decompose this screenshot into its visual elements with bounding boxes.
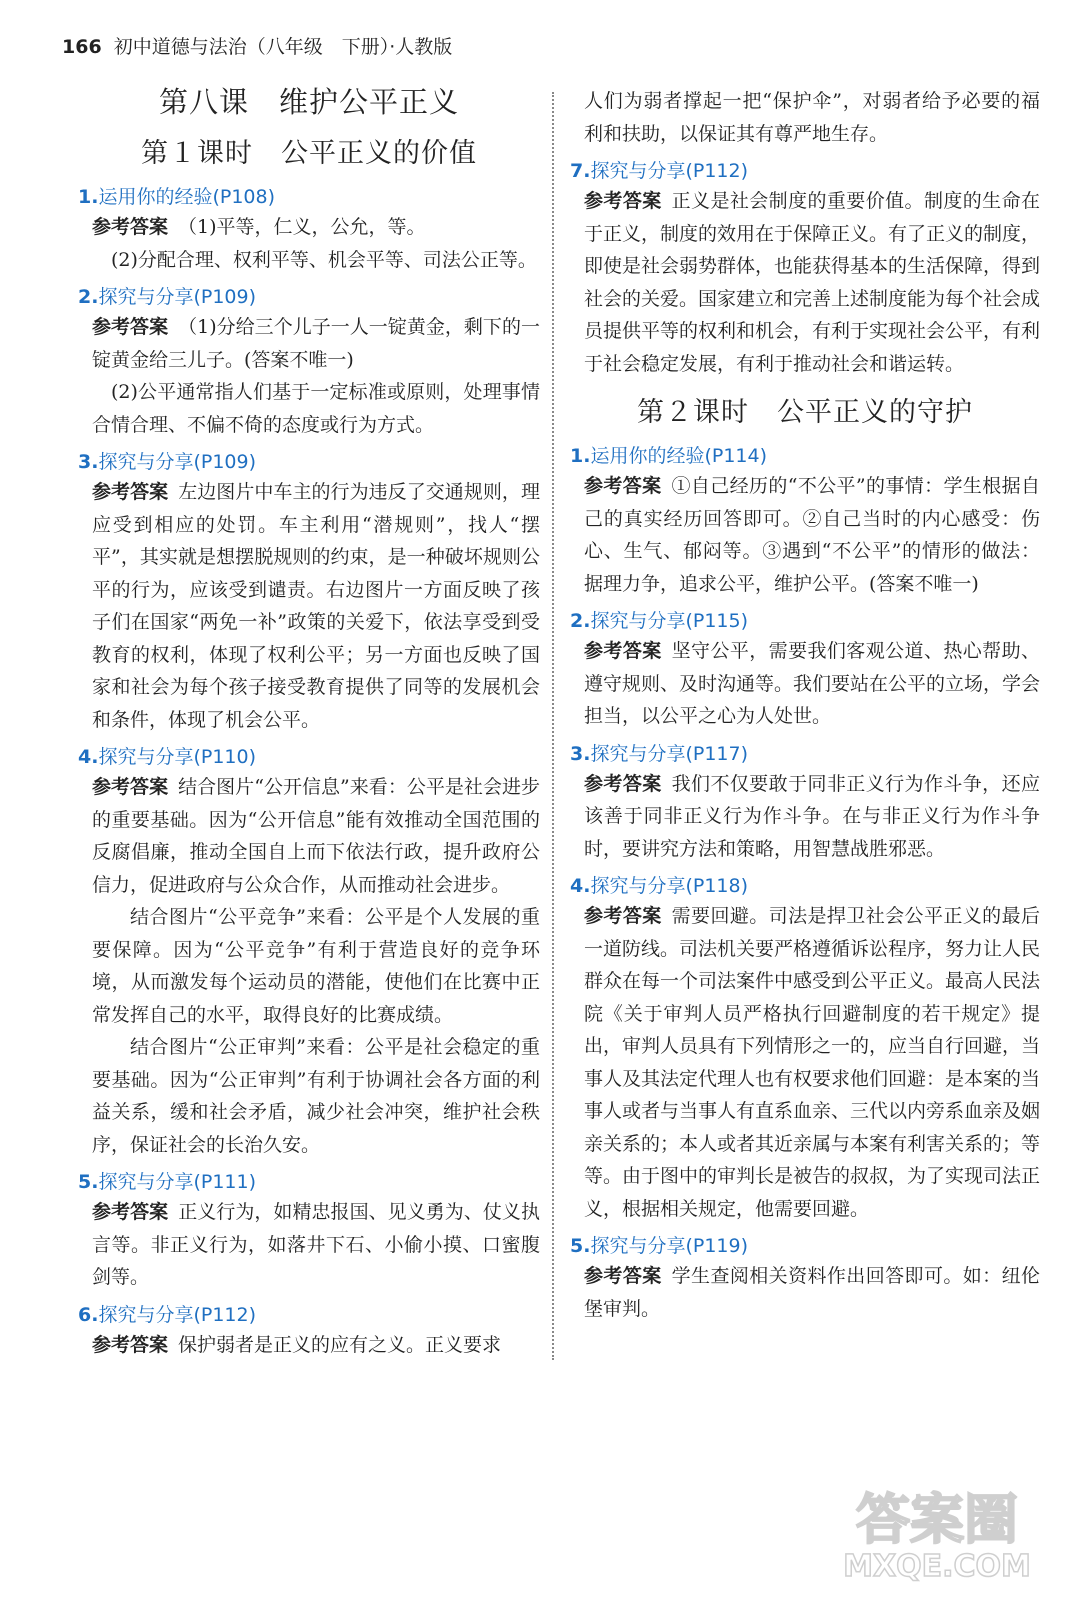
answer-label: 参考答案 — [92, 1201, 169, 1223]
answer-text: 坚守公平，需要我们客观公道、热心帮助、遵守规则、及时沟通等。我们要站在公平的立场，学会担当，以公平之心为人处世。 — [584, 640, 1041, 727]
answer-paragraph: (2)分配合理、权利平等、机会平等、司法公正等。 — [111, 248, 537, 271]
section-number: 5. — [78, 1171, 99, 1193]
section-heading — [570, 739, 1040, 766]
section-l1 — [78, 182, 540, 276]
section-l5 — [78, 1167, 540, 1294]
period-1-title: 第１课时 公平正义的价值 — [141, 138, 477, 169]
section-number: 6. — [78, 1303, 99, 1326]
section-title: 探究与分享 — [98, 1171, 194, 1193]
svg-text:答案圈: 答案圈 — [856, 1488, 1018, 1551]
answer-label: 参考答案 — [584, 475, 662, 497]
answer-label: 参考答案 — [92, 216, 169, 238]
answer — [78, 311, 540, 376]
section-l4 — [78, 742, 540, 1161]
answer — [78, 476, 540, 736]
section-l6 — [78, 1300, 540, 1362]
answer-label: 参考答案 — [584, 1265, 662, 1287]
section-title: 探究与分享 — [98, 451, 194, 473]
answer-text: 正义是社会制度的重要价值。制度的生命在于正义，制度的效用在于保障正义。有了正义的制度，即使是社会弱势群体，也能获得基本的生活保障，得到社会的关爱。国家建立和完善上述制度能为每个社会成员提供平等的权利和机会，有利于实现社会公平，有利于社会稳定发展，有利于推动社会和谐运转。 — [584, 190, 1041, 375]
page-number: 166 — [62, 36, 102, 58]
section-heading — [570, 606, 1040, 633]
section-number: 2. — [570, 610, 591, 632]
section-title: 探究与分享 — [590, 875, 686, 897]
section-page: (P115) — [685, 610, 749, 632]
section-number: 3. — [570, 742, 591, 765]
answer-label: 参考答案 — [584, 772, 662, 795]
section-heading — [78, 1300, 540, 1327]
section-page: (P119) — [685, 1235, 749, 1257]
answer-text: 学生查阅相关资料作出回答即可。如：纽伦堡审判。 — [584, 1265, 1040, 1320]
section-heading — [78, 182, 540, 209]
answer — [78, 1329, 540, 1362]
section-title: 探究与分享 — [98, 1303, 194, 1326]
section-number: 2. — [78, 286, 99, 308]
section-r4 — [570, 871, 1040, 1225]
section-r3 — [570, 739, 1040, 866]
section-r1 — [570, 441, 1040, 600]
answer-text: 保护弱者是正义的应有之义。正义要求 — [178, 1333, 502, 1356]
answer-label: 参考答案 — [584, 640, 662, 662]
answer-text: 我们不仅要敢于同非正义行为作斗争，还应该善于同非正义行为作斗争。在与非正义行为作斗争时，要讲究方法和策略，用智慧战胜邪恶。 — [584, 772, 1040, 860]
lesson-title: 第八课 维护公平正义 — [158, 85, 459, 119]
section-heading — [78, 742, 540, 769]
answer-paragraph: 结合图片“公正审判”来看：公平是社会稳定的重要基础。因为“公正审判”有利于协调社会各方面的利益关系，缓和社会矛盾，减少社会冲突，维护社会秩序，保证社会的长治久安。 — [92, 1036, 540, 1156]
section-heading — [570, 441, 1040, 468]
left-column — [78, 80, 540, 1361]
answer — [570, 635, 1040, 733]
section-page: (P114) — [704, 445, 768, 467]
svg-text:MXQE.COM: MXQE.COM — [843, 1549, 1031, 1584]
section-title: 探究与分享 — [98, 746, 194, 768]
section-r5 — [570, 1231, 1040, 1325]
section-title: 探究与分享 — [98, 286, 194, 308]
watermark-logo — [827, 1476, 1047, 1586]
section-page: (P110) — [193, 746, 257, 768]
section-page: (P118) — [685, 875, 749, 897]
section-heading — [78, 282, 540, 309]
answer — [570, 768, 1040, 866]
section-l2 — [78, 282, 540, 441]
section-number: 1. — [78, 186, 99, 208]
answer-text: （1)平等，仁义，公允，等。 — [178, 216, 426, 238]
continued-answer: 人们为弱者撑起一把“保护伞”，对弱者给予必要的福利和扶助，以保证其有尊严地生存。 — [584, 90, 1040, 145]
answer — [570, 470, 1040, 600]
answer-label: 参考答案 — [584, 190, 662, 212]
answer-paragraph: (2)公平通常指人们基于一定标准或原则，处理事情合情合理、不偏不倚的态度或行为方式。 — [92, 381, 540, 436]
section-heading — [570, 871, 1040, 898]
section-number: 5. — [570, 1235, 591, 1257]
section-number: 4. — [78, 746, 99, 768]
section-heading — [78, 447, 540, 474]
answer-paragraph: 结合图片“公平竞争”来看：公平是个人发展的重要保障。因为“公平竞争”有利于营造良好的竞争环境，从而激发每个运动员的潜能，使他们在比赛中正常发挥自己的水平，取得良好的比赛成绩。 — [92, 906, 540, 1026]
section-title: 探究与分享 — [590, 1235, 686, 1257]
section-page: (P108) — [212, 186, 276, 208]
section-page: (P109) — [193, 286, 257, 308]
book-title: 初中道德与法治（八年级 下册）·人教版 — [113, 36, 453, 58]
period-2-title: 第２课时 公平正义的守护 — [637, 397, 973, 428]
section-page: (P109) — [193, 451, 257, 473]
section-title: 探究与分享 — [590, 160, 686, 182]
section-number: 7. — [570, 160, 591, 182]
answer-text: 结合图片“公开信息”来看：公平是社会进步的重要基础。因为“公开信息”能有效推动全国范围的反腐倡廉，推动全国自上而下依法行政，提升政府公信力，促进政府与公众合作，从而推动社会进步。 — [92, 776, 540, 896]
section-title: 运用你的经验 — [590, 445, 705, 467]
answer-label: 参考答案 — [92, 316, 169, 338]
answer — [78, 1196, 540, 1294]
answer-text: 左边图片中车主的行为违反了交通规则，理应受到相应的处罚。车主利用“潜规则”，找人“摆平”，其实就是想摆脱规则的约束，是一种破坏规则公平的行为，应该受到谴责。右边图片一方面反映了孩子们在国家“两免一补”政策的关爱下，依法享受到受教育的权利，体现了权利公平；另一方面也反映了国家和社会为每个孩子接受教育提供了同等的发展机会和条件，体现了机会公平。 — [92, 481, 540, 731]
answer-label: 参考答案 — [92, 481, 169, 503]
section-page: (P112) — [193, 1303, 257, 1326]
answer-label: 参考答案 — [92, 776, 169, 798]
answer-label: 参考答案 — [92, 1333, 169, 1356]
section-page: (P117) — [685, 742, 749, 765]
section-number: 1. — [570, 445, 591, 467]
section-title: 探究与分享 — [590, 742, 686, 765]
section-heading — [78, 1167, 540, 1194]
answer-label: 参考答案 — [584, 905, 662, 927]
answer — [78, 211, 540, 244]
section-r2 — [570, 606, 1040, 733]
page-header — [62, 32, 452, 59]
right-column — [570, 85, 1040, 1325]
column-divider — [552, 92, 554, 1360]
section-number: 3. — [78, 451, 99, 473]
answer — [78, 771, 540, 901]
section-title: 运用你的经验 — [98, 186, 213, 208]
section-r7 — [570, 156, 1040, 380]
section-page: (P112) — [685, 160, 749, 182]
section-title: 探究与分享 — [590, 610, 686, 632]
answer — [570, 1260, 1040, 1325]
answer-text: ①自己经历的“不公平”的事情：学生根据自己的真实经历回答即可。②自己当时的内心感受：伤心、生气、郁闷等。③遇到“不公平”的情形的做法：据理力争，追求公平，维护公平。(答案不唯一) — [584, 475, 1040, 595]
answer-text: 正义行为，如精忠报国、见义勇为、仗义执言等。非正义行为，如落井下石、小偷小摸、口蜜腹剑等。 — [92, 1201, 540, 1288]
answer — [570, 900, 1040, 1225]
section-heading — [570, 156, 1040, 183]
section-number: 4. — [570, 875, 591, 897]
section-page: (P111) — [193, 1171, 257, 1193]
section-l3 — [78, 447, 540, 736]
section-heading — [570, 1231, 1040, 1258]
answer-text: 需要回避。司法是捍卫社会公平正义的最后一道防线。司法机关要严格遵循诉讼程序，努力让人民群众在每一个司法案件中感受到公平正义。最高人民法院《关于审判人员严格执行回避制度的若干规定》提出，审判人员具有下列情形之一的，应当自行回避，当事人及其法定代理人也有权要求他们回避：是本案的当事人或者与当事人有直系血亲、三代以内旁系血亲及姻亲关系的；本人或者其近亲属与本案有利害关系的；等等。由于图中的审判长是被告的叔叔，为了实现司法正义，根据相关规定，他需要回避。 — [584, 905, 1041, 1220]
answer-text: （1)分给三个儿子一人一锭黄金，剩下的一锭黄金给三儿子。(答案不唯一) — [92, 316, 540, 371]
answer — [570, 185, 1040, 380]
